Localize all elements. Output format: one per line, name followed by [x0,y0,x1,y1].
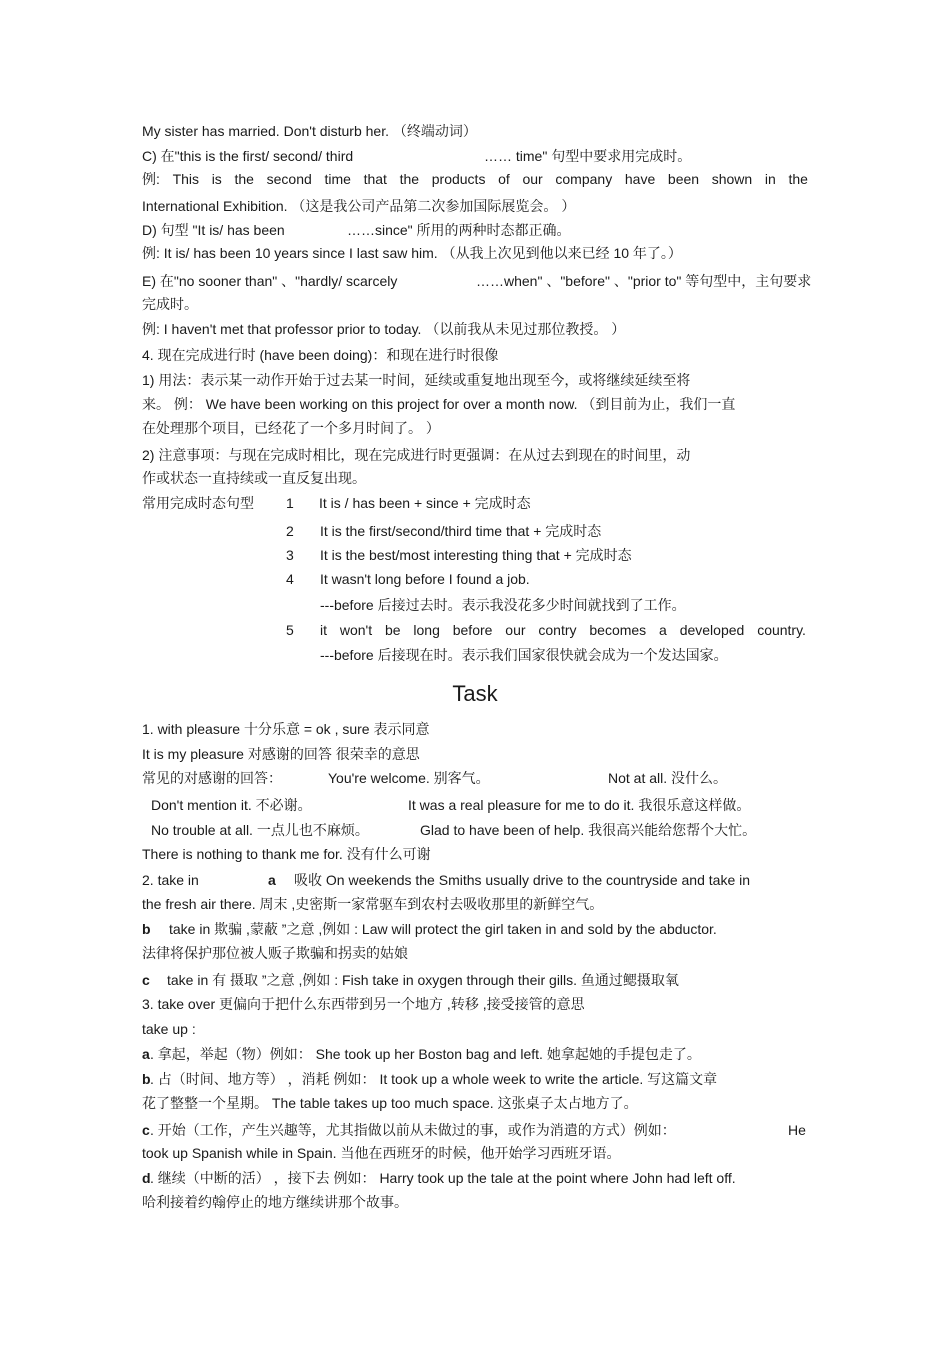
text-line: . 拿起，举起（物）例如： She took up her Boston bag and left. 她拿起她的手提包走了。 [150,1046,701,1062]
word: This [172,171,200,187]
section-heading: 4. 现在完成进行时 (have been doing)：和现在进行时很像 [142,347,499,363]
text-line: My sister has married. Don't disturb her. （终端动词） [142,123,477,139]
text-line: . 继续（中断的活） ，接下去 例如： Harry took up the tale at the point where John had left off. [150,1170,736,1186]
text-line: 常见的对感谢的回答： [142,770,282,786]
word: the [399,171,420,187]
text-line: It is / has been + since + 完成时态 [319,495,531,511]
text-line: Not at all. 没什么。 [608,770,728,786]
word: been [667,171,700,187]
word: time [324,171,351,187]
text-line: It wasn't long before I found a job. [320,571,530,587]
text-line: He [788,1122,806,1138]
text-line: 作或状态一直持续或一直反复出现。 [142,470,366,486]
text-line: 花了整整一个星期。 The table takes up too much space. 这张桌子太占地方了。 [142,1095,638,1111]
word: the [234,171,254,187]
text-line: 2) 注意事项：与现在完成时相比，现在完成进行时更强调：在从过去到现在的时间里，动 [142,447,691,463]
word: is [211,171,222,187]
text-line: No trouble at all. 一点儿也不麻烦。 [151,822,369,838]
text-line: D) 句型 "It is/ has been [142,222,285,238]
word: developed [679,622,745,638]
text-line: There is nothing to thank me for. 没有什么可谢 [142,846,431,862]
task-title: Task [452,681,498,706]
word: the [788,171,808,187]
list-number: 2 [286,523,294,539]
word: it [320,622,327,638]
text-line: ……since" 所用的两种时态都正确。 [347,222,571,238]
text-line: . 开始（工作，产生兴趣等，尤其指做以前从未做过的事，或作为消遣的方式）例如： [150,1122,676,1138]
word: have [624,171,656,187]
word: second [266,171,312,187]
word: 例: [142,171,160,187]
text-line: 法律将保护那位被人贩子欺骗和拐卖的姑娘 [142,945,408,961]
word: country. [757,622,806,638]
text-line: ---before 后接现在时。表示我们国家很快就会成为一个发达国家。 [320,647,728,663]
text-line: 1. with pleasure 十分乐意 = ok , sure 表示同意 [142,721,430,737]
word: contry [538,622,577,638]
word: of [498,171,510,187]
word: a [659,622,667,638]
word: our [522,171,543,187]
text-line: 3. take over 更偏向于把什么东西带到另一个地方 ,转移 ,接受接管的意思 [142,996,585,1012]
word: our [505,622,526,638]
item-letter: b [142,1071,151,1087]
list-number: 3 [286,547,294,563]
text-line: ---before 后接过去时。表示我没花多少时间就找到了工作。 [320,597,686,613]
text-line: International Exhibition. （这是我公司产品第二次参加国际展览会。 ） [142,198,576,214]
item-letter: b [142,921,151,937]
text-line: E) 在"no sooner than" 、"hardly/ scarcely [142,273,398,289]
justified-line [320,620,806,640]
item-letter: c [142,1122,150,1138]
text-line: …… time" 句型中要求用完成时。 [484,148,692,164]
word: products [431,171,486,187]
word: company [555,171,613,187]
item-letter: c [142,972,150,988]
text-line: It is the first/second/third time that + 完成时态 [320,523,602,539]
justified-line [142,169,808,189]
text-line: 哈利接着约翰停止的地方继续讲那个故事。 [142,1194,408,1210]
word: long [413,622,440,638]
text-line: It is my pleasure 对感谢的回答 很荣幸的意思 [142,746,420,762]
word: before [452,622,493,638]
text-line: 例: It is/ has been 10 years since I last saw him. （从我上次见到他以来已经 10 年了。） [142,245,682,261]
text-line: ……when" 、"before" 、"prior to" 等句型中，主句要求 [476,273,812,289]
text-line: Glad to have been of help. 我很高兴能给您帮个大忙。 [420,822,757,838]
text-line: . 占（时间、地方等） ，消耗 例如： It took up a whole week to write the article. 写这篇文章 [150,1071,718,1087]
text-line: 来。 例： We have been working on this project for over a month now. （到目前为止，我们一直 [142,396,736,412]
text-line: took up Spanish while in Spain. 当他在西班牙的时候，他开始学习西班牙语。 [142,1145,621,1161]
item-letter: d [142,1170,151,1186]
word: won't [339,622,373,638]
text-line: take in 有 摄取 ”之意 ,例如 : Fish take in oxygen through their gills. 鱼通过鳃摄取氧 [167,972,679,988]
text-line: 常用完成时态句型 [142,495,254,511]
word: that [363,171,387,187]
word: be [384,622,401,638]
text-line: 在处理那个项目，已经花了一个多月时间了。 ） [142,420,440,436]
text-line: 1) 用法：表示某一动作开始于过去某一时间，延续或重复地出现至今，或将继续延续至将 [142,372,691,388]
text-line: It was a real pleasure for me to do it. 我很乐意这样做。 [408,797,751,813]
list-number: 5 [286,622,294,638]
item-letter: a [268,872,276,888]
list-number: 1 [286,495,294,511]
text-line: It is the best/most interesting thing that + 完成时态 [320,547,632,563]
item-letter: a [142,1046,150,1062]
text-line: Don't mention it. 不必谢。 [151,797,312,813]
word: shown [711,171,753,187]
text-line: take in 欺骗 ,蒙蔽 ”之意 ,例如 : Law will protect the girl taken in and sold by the abductor. [169,921,717,937]
text-line: 吸收 On weekends the Smiths usually drive to the countryside and take in [294,872,751,888]
text-line: take up : [142,1021,196,1037]
word: becomes [589,622,647,638]
text-line: the fresh air there. 周末 ,史密斯一家常驱车到农村去吸收那里的新鲜空气。 [142,896,604,912]
text-line: 完成时。 [142,296,198,312]
list-number: 4 [286,571,294,587]
text-line: 例: I haven't met that professor prior to today. （以前我从未见过那位教授。 ） [142,321,626,337]
text-line: C) 在"this is the first/ second/ third [142,148,354,164]
word: in [764,171,776,187]
text-line: You're welcome. 别客气。 [328,770,490,786]
text-line: 2. take in [142,872,199,888]
